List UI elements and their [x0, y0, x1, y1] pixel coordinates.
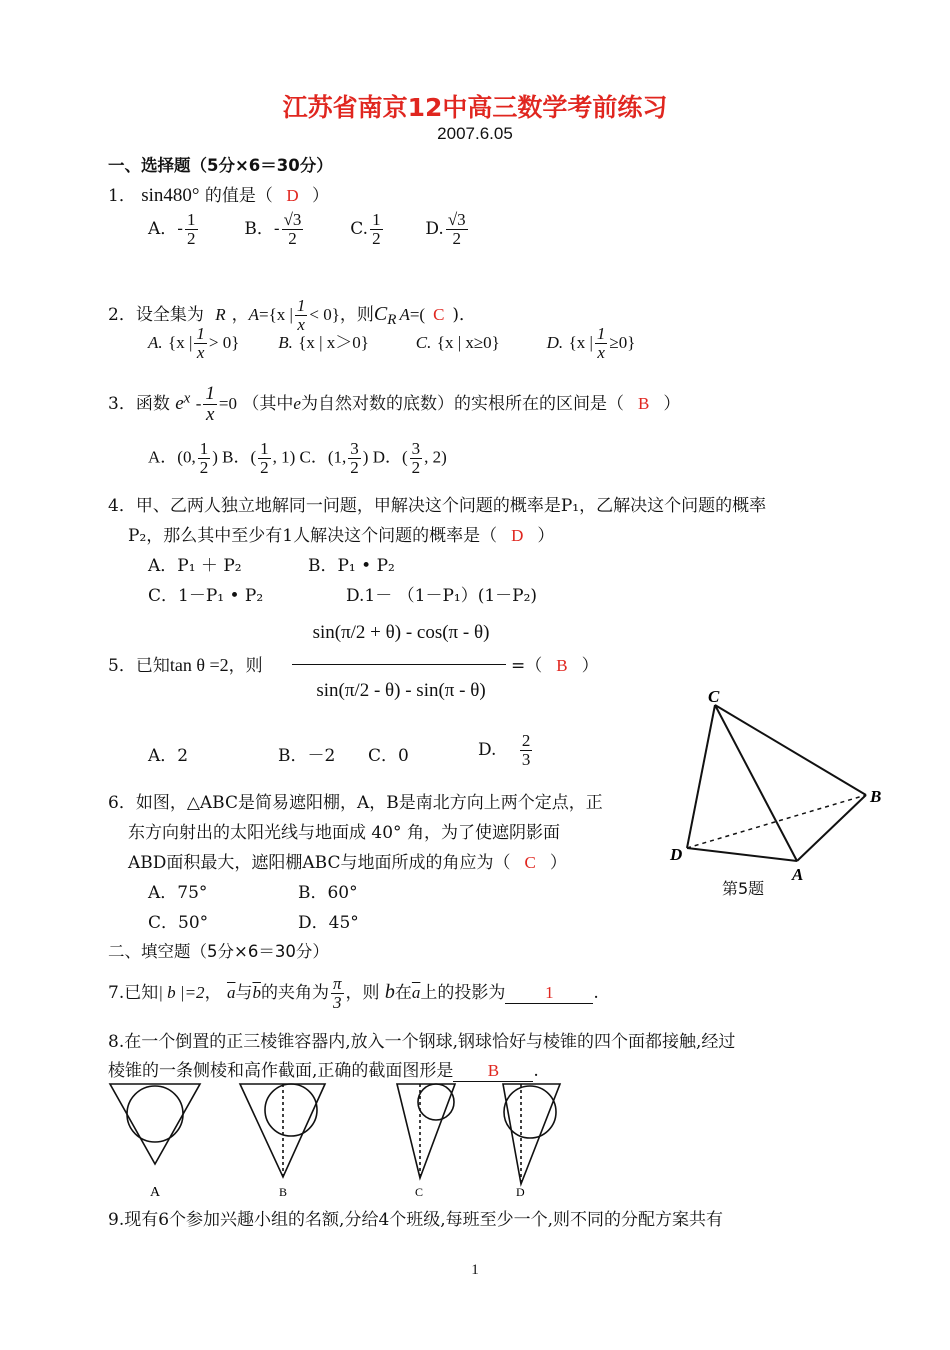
frac-num: 3 [350, 439, 359, 458]
option-a: A．2 [148, 746, 189, 766]
option-label: D. [546, 332, 564, 352]
option-a [148, 210, 200, 248]
math-var: b [384, 980, 395, 1003]
figure-label-d: D [516, 1185, 525, 1199]
math-sub: R [387, 312, 397, 329]
answer: D [286, 186, 299, 205]
option-label: A. [148, 332, 163, 352]
label-d: D [670, 845, 683, 864]
punct: . [593, 982, 599, 1003]
punct: ， [231, 304, 249, 325]
math-text: {x | [168, 332, 193, 352]
frac-den: 2 [350, 457, 359, 477]
question-7 [108, 975, 599, 1012]
figure-label-c: C [415, 1185, 424, 1199]
math-var: e [175, 392, 184, 414]
option-text: ) [362, 447, 369, 467]
option-c [350, 210, 384, 248]
frac-den: x [597, 342, 605, 362]
option-label: A．(0, [148, 447, 196, 467]
question-text: 上的投影为 [420, 982, 506, 1003]
question-1-options [148, 211, 470, 248]
math-var: e [293, 393, 301, 413]
question-9-line1: 9.现有6个参加兴趣小组的名额,分给4个班级,每班至少一个,则不同的分配方案共有 [108, 1210, 724, 1230]
question-text: 在 [394, 982, 412, 1003]
frac-den: 2 [199, 457, 209, 477]
answer: C [433, 304, 445, 324]
frac-num: 3 [411, 439, 421, 458]
question-text: P₂，那么其中至少有1人解决这个问题的概率是（ [128, 526, 498, 546]
question-text: ，则 [228, 656, 263, 676]
frac-num: 1 [187, 210, 196, 229]
option-d: D.1－ （1－P₁）(1－P₂) [346, 586, 538, 606]
edge-cd [687, 705, 715, 848]
figure-c [397, 1084, 455, 1178]
punct: . [533, 1061, 539, 1081]
figure-label-b: B [279, 1185, 288, 1199]
frac-num: 1 [196, 324, 205, 343]
frac-den: 2 [411, 457, 421, 477]
date: 2007.6.05 [437, 124, 513, 143]
question-8-line1: 8.在一个倒置的正三棱锥容器内,放入一个钢球,钢球恰好与棱锥的四个面都接触,经过 [108, 1032, 736, 1052]
question-text: （其中 [242, 393, 294, 414]
paren-close: )． [452, 304, 477, 325]
option-text: , 1) [272, 447, 296, 467]
option-b: B．60° [298, 883, 358, 903]
question-6-line1: 6．如图，△ABC是简易遮阳棚，A，B是南北方向上两个定点，正 [108, 793, 603, 813]
answer: B [556, 656, 568, 675]
option-d: D．45° [298, 913, 359, 933]
question-3-options [148, 440, 447, 477]
frac-num: √3 [447, 210, 466, 229]
option-label: C. [350, 218, 369, 239]
frac-den: 2 [288, 228, 297, 248]
math-text: =( [409, 304, 426, 324]
question-number: 7.已知 [108, 982, 159, 1003]
option-d [478, 732, 534, 769]
question-6-line3 [128, 848, 567, 873]
math-text: {x | x＞0} [298, 332, 369, 352]
question-text: 与 [235, 982, 253, 1003]
paren-close: ） [549, 853, 567, 873]
option-c: C．0 [368, 746, 409, 766]
tetrahedron-figure [660, 680, 900, 910]
frac-num: 1 [199, 439, 209, 458]
paren-close: ） [581, 656, 599, 676]
math-var: A [399, 304, 410, 324]
paren-close: ） [663, 393, 681, 414]
answer: D [511, 526, 524, 545]
question-5-answer [511, 651, 599, 676]
figure-caption: 第5题 [722, 879, 765, 898]
question-text: 为自然对数的底数）的实根所在的区间是（ [300, 393, 624, 414]
option-text: ) [212, 447, 218, 467]
math-expression: sin480° [141, 185, 200, 206]
math-expression: | b |=2 [158, 982, 205, 1002]
cross-section-figures [100, 1078, 580, 1203]
option-label: B．- [244, 218, 280, 239]
question-number: 3． [108, 393, 136, 414]
answer-blank: 1 [505, 983, 593, 1004]
figure-a [110, 1084, 200, 1164]
math-text: ={x | [259, 304, 293, 324]
frac-num: 1 [205, 383, 215, 404]
section-heading-fill: 二、填空题（5分×6＝30分） [108, 942, 329, 961]
question-5-lead [108, 651, 263, 676]
question-number: 2． [108, 304, 136, 325]
math-expression: tan θ =2 [169, 655, 229, 675]
vector-b: $\overline{b}$ [252, 982, 261, 1002]
option-label: C．(1, [299, 447, 347, 467]
option-b [244, 210, 305, 248]
math-text: =（ [511, 656, 543, 676]
question-number: 1． [108, 186, 136, 206]
frac-den: 3 [332, 992, 342, 1012]
frac-num: 1 [260, 439, 269, 458]
math-text: - [195, 393, 202, 413]
option-a: A．P₁ ＋ P₂ [148, 556, 242, 576]
question-text: 的夹角为 [260, 982, 329, 1003]
figure-b [240, 1084, 325, 1177]
option-label: D．( [372, 447, 408, 467]
paren-close: ） [537, 526, 555, 546]
question-text: ，则 [345, 982, 380, 1003]
vector-a: $\overline{a}$ [411, 982, 421, 1002]
option-label: A．- [148, 218, 184, 239]
frac-den: 2 [187, 228, 196, 248]
page-number: 1 [471, 1262, 479, 1278]
frac-den: 2 [372, 228, 381, 248]
frac-num: 1 [372, 210, 381, 229]
frac-den: 2 [260, 457, 269, 477]
option-label: B．( [222, 447, 257, 467]
q5-denominator: sin(π/2 - θ) - sin(π - θ) [316, 680, 486, 701]
label-c: C [708, 687, 720, 706]
figure-d [503, 1084, 560, 1184]
frac-den: 3 [521, 749, 531, 769]
vector-a: $\overline{a}$ [226, 982, 236, 1002]
answer-blank: B [453, 1061, 533, 1082]
question-1 [108, 181, 329, 207]
option-b: B．P₁ • P₂ [308, 556, 395, 576]
frac-num: 2 [521, 731, 531, 750]
punct: ， [204, 982, 222, 1003]
frac-num: π [332, 974, 342, 993]
math-text: {x | x≥0} [436, 332, 500, 352]
math-text: > 0} [208, 332, 240, 352]
answer: B [637, 393, 650, 413]
question-4-line1: 4．甲、乙两人独立地解同一问题，甲解决这个问题的概率是P₁，乙解决这个问题的概率 [108, 496, 767, 516]
page-title: 江苏省南京12中高三数学考前练习 [282, 93, 668, 122]
question-text: 函数 [135, 393, 170, 414]
question-4-line2 [128, 521, 554, 546]
option-a: A．75° [148, 883, 208, 903]
question-text: 棱锥的一条侧棱和高作截面,正确的截面图形是 [108, 1061, 454, 1081]
frac-den: 2 [452, 228, 461, 248]
answer: C [524, 853, 536, 872]
math-var: C [373, 302, 388, 325]
math-sup: x [183, 390, 191, 407]
question-text: ABD面积最大，遮阳棚ABC与地面所成的角应为（ [128, 853, 511, 873]
q5-numerator: sin(π/2 + θ) - cos(π - θ) [312, 622, 490, 643]
option-d [425, 210, 469, 248]
option-c: C．1－P₁ • P₂ [148, 586, 264, 606]
question-text: 的值是（ [204, 186, 273, 206]
label-b: B [870, 787, 882, 806]
math-text: =0 [218, 393, 238, 413]
question-3 [108, 384, 680, 425]
label-a: A [792, 865, 804, 884]
question-number: 5．已知 [108, 656, 170, 676]
frac-num: 1 [596, 324, 606, 343]
option-text: , 2) [424, 447, 447, 467]
frac-den: x [205, 403, 215, 425]
option-label: C. [415, 332, 432, 352]
fraction-bar [292, 664, 506, 665]
paren-close: ） [312, 186, 330, 206]
section-heading-choice: 一、选择题（5分×6＝30分） [108, 156, 333, 175]
option-label: D. [478, 739, 497, 760]
option-c: C．50° [148, 913, 209, 933]
question-text: 设全集为 [135, 304, 204, 325]
frac-den: x [297, 314, 305, 334]
math-text: {x | [568, 332, 593, 352]
figure-label-a: A [150, 1185, 161, 1200]
frac-num: √3 [283, 210, 302, 229]
edge-da [687, 848, 797, 861]
option-label: D. [425, 218, 444, 239]
frac-den: x [196, 342, 205, 362]
question-6-line2: 东方向射出的太阳光线与地面成 40° 角，为了使遮阴影面 [128, 823, 560, 843]
option-label: B. [278, 332, 293, 352]
question-2-options [148, 325, 635, 362]
option-b: B．－2 [278, 746, 336, 766]
frac-num: 1 [296, 296, 306, 315]
math-var: A [248, 304, 260, 324]
edge-ba [797, 795, 866, 861]
math-var: R [215, 304, 226, 324]
math-text: ≥0} [609, 332, 636, 352]
math-text: < 0}，则 [309, 304, 374, 324]
